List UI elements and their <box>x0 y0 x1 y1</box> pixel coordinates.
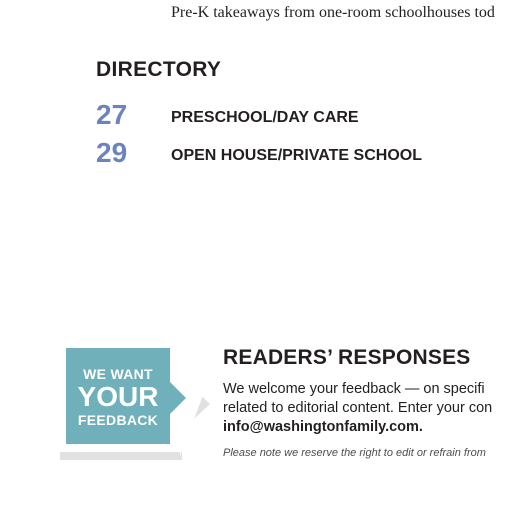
entry-label: OPEN HOUSE/PRIVATE SCHOOL <box>171 147 422 164</box>
directory-entry-open-house[interactable] <box>96 138 512 168</box>
feedback-badge <box>52 336 212 468</box>
contact-email-link[interactable]: info@washingtonfamily.com. <box>223 419 423 435</box>
page-number: 29 <box>96 137 128 168</box>
entry-label: PRESCHOOL/DAY CARE <box>171 109 359 126</box>
intro-text-line: Pre-K takeaways from one-room schoolhouses tod <box>171 4 495 21</box>
readers-responses-body <box>223 380 512 437</box>
badge-line-feedback: FEEDBACK <box>77 412 159 428</box>
readers-responses-heading: READERS’ RESPONSES <box>223 346 471 369</box>
page-number: 27 <box>96 99 128 130</box>
feedback-badge-text <box>68 366 168 428</box>
directory-entry-preschool[interactable] <box>96 100 512 130</box>
body-line-2: related to editorial content. Enter your con <box>223 400 493 416</box>
directory-heading: DIRECTORY <box>96 58 222 81</box>
body-line-1: We welcome your feedback — on specifi <box>223 381 485 397</box>
editorial-note: Please note we reserve the right to edit or refrain from <box>223 447 486 459</box>
badge-line-your: YOUR <box>77 381 159 412</box>
badge-line-we-want: WE WANT <box>83 366 153 382</box>
